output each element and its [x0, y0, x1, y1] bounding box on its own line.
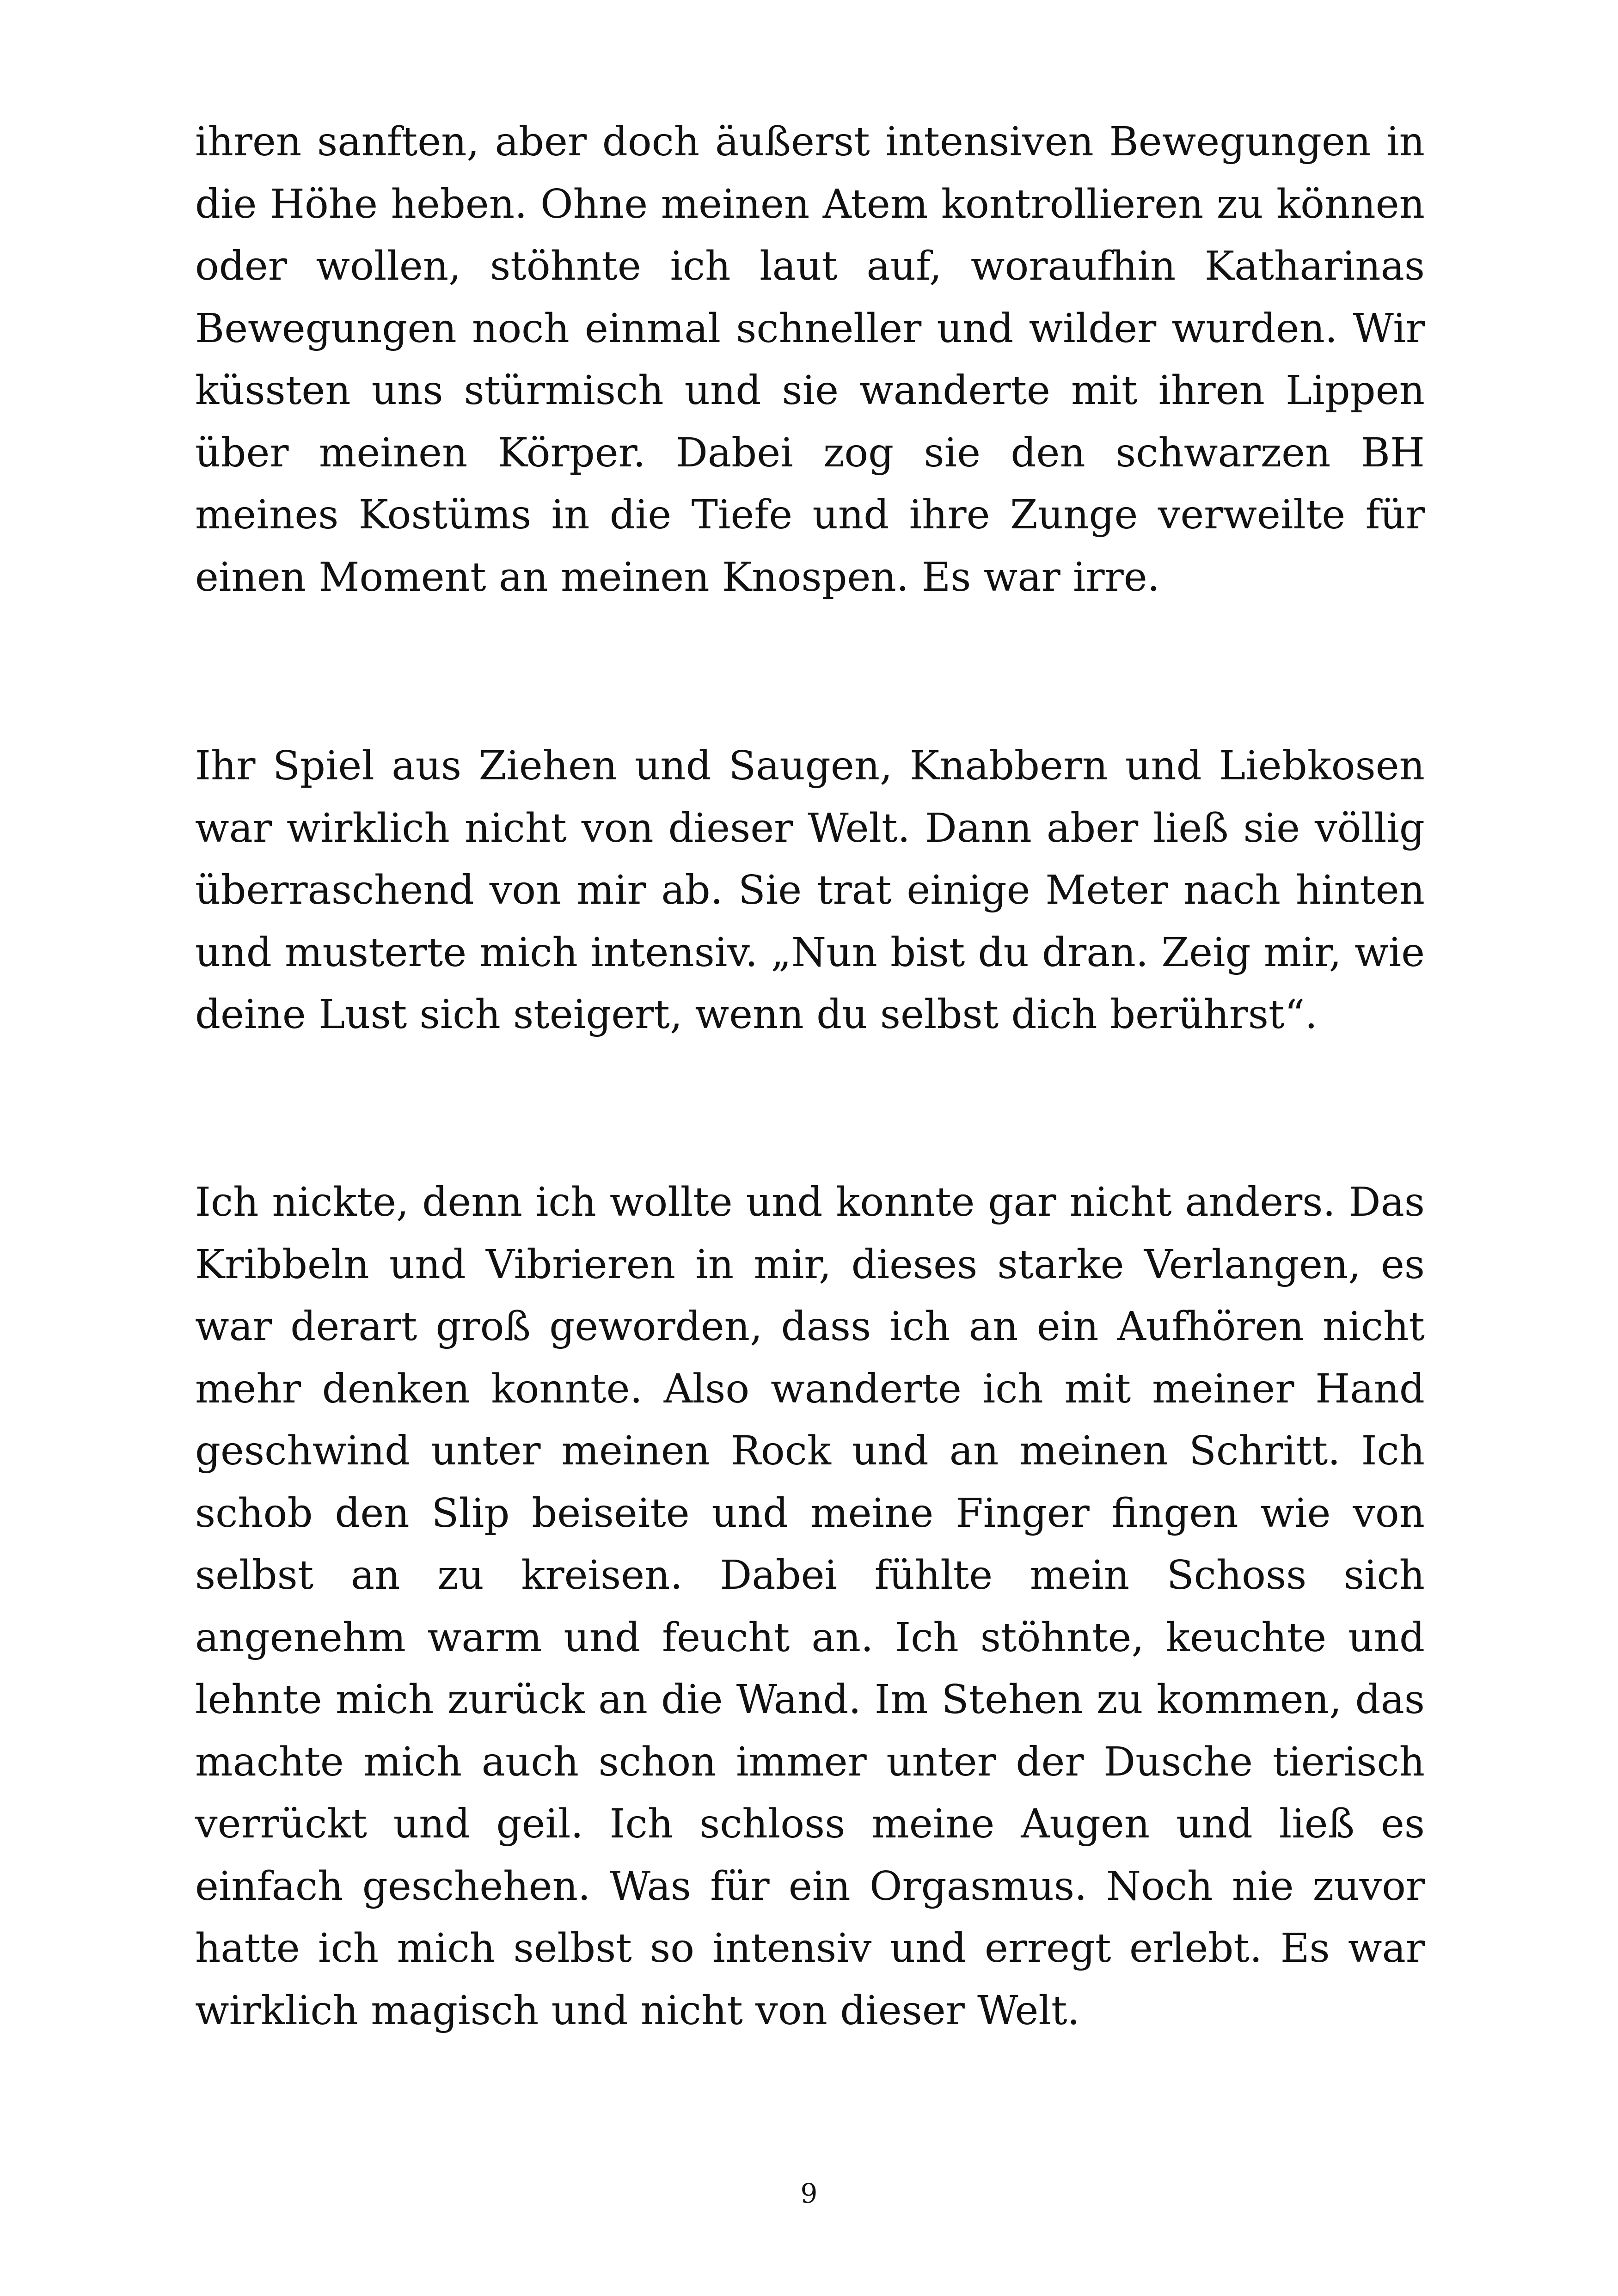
- paragraph-3: Ich nickte, denn ich wollte und konnte gar nicht anders. Das Kribbeln und Vibrieren in mir, dieses starke Verlangen, es war derart groß geworden, dass ich an ein Aufhören nicht mehr denken konnte. Also wanderte ich mit meiner Hand geschwind unter meinen Rock und an meinen Schritt. Ich schob den Slip beiseite und meine Finger fingen wie von selbst an zu kreisen. Dabei fühlte mein Schoss sich angenehm warm und feucht an. Ich stöhnte, keuchte und lehnte mich zurück an die Wand. Im Stehen zu kommen, das machte mich auch schon immer unter der Dusche tierisch verrückt und geil. Ich schloss meine Augen und ließ es einfach geschehen. Was für ein Orgasmus. Noch nie zuvor hatte ich mich selbst so intensiv und erregt erlebt. Es war wirklich magisch und nicht von dieser Welt.: [195, 1179, 1425, 2034]
- page-number: 9: [800, 2178, 818, 2209]
- paragraph-1: ihren sanften, aber doch äußerst intensiven Bewegungen in die Höhe heben. Ohne meinen Atem kontrollieren zu können oder wollen, stöhnte ich laut auf, woraufhin Katharinas Bewegungen noch einmal schneller und wilder wurden. Wir küssten uns stürmisch und sie wanderte mit ihren Lippen über meinen Körper. Dabei zog sie den schwarzen BH meines Kostüms in die Tiefe und ihre Zunge verweilte für einen Moment an meinen Knospen. Es war irre.: [195, 119, 1425, 600]
- paragraph-2: Ihr Spiel aus Ziehen und Saugen, Knabbern und Liebkosen war wirklich nicht von dieser Welt. Dann aber ließ sie völlig überraschend von mir ab. Sie trat einige Meter nach hinten und musterte mich intensiv. „Nun bist du dran. Zeig mir, wie deine Lust sich steigert, wenn du selbst dich berührst“.: [195, 743, 1425, 1038]
